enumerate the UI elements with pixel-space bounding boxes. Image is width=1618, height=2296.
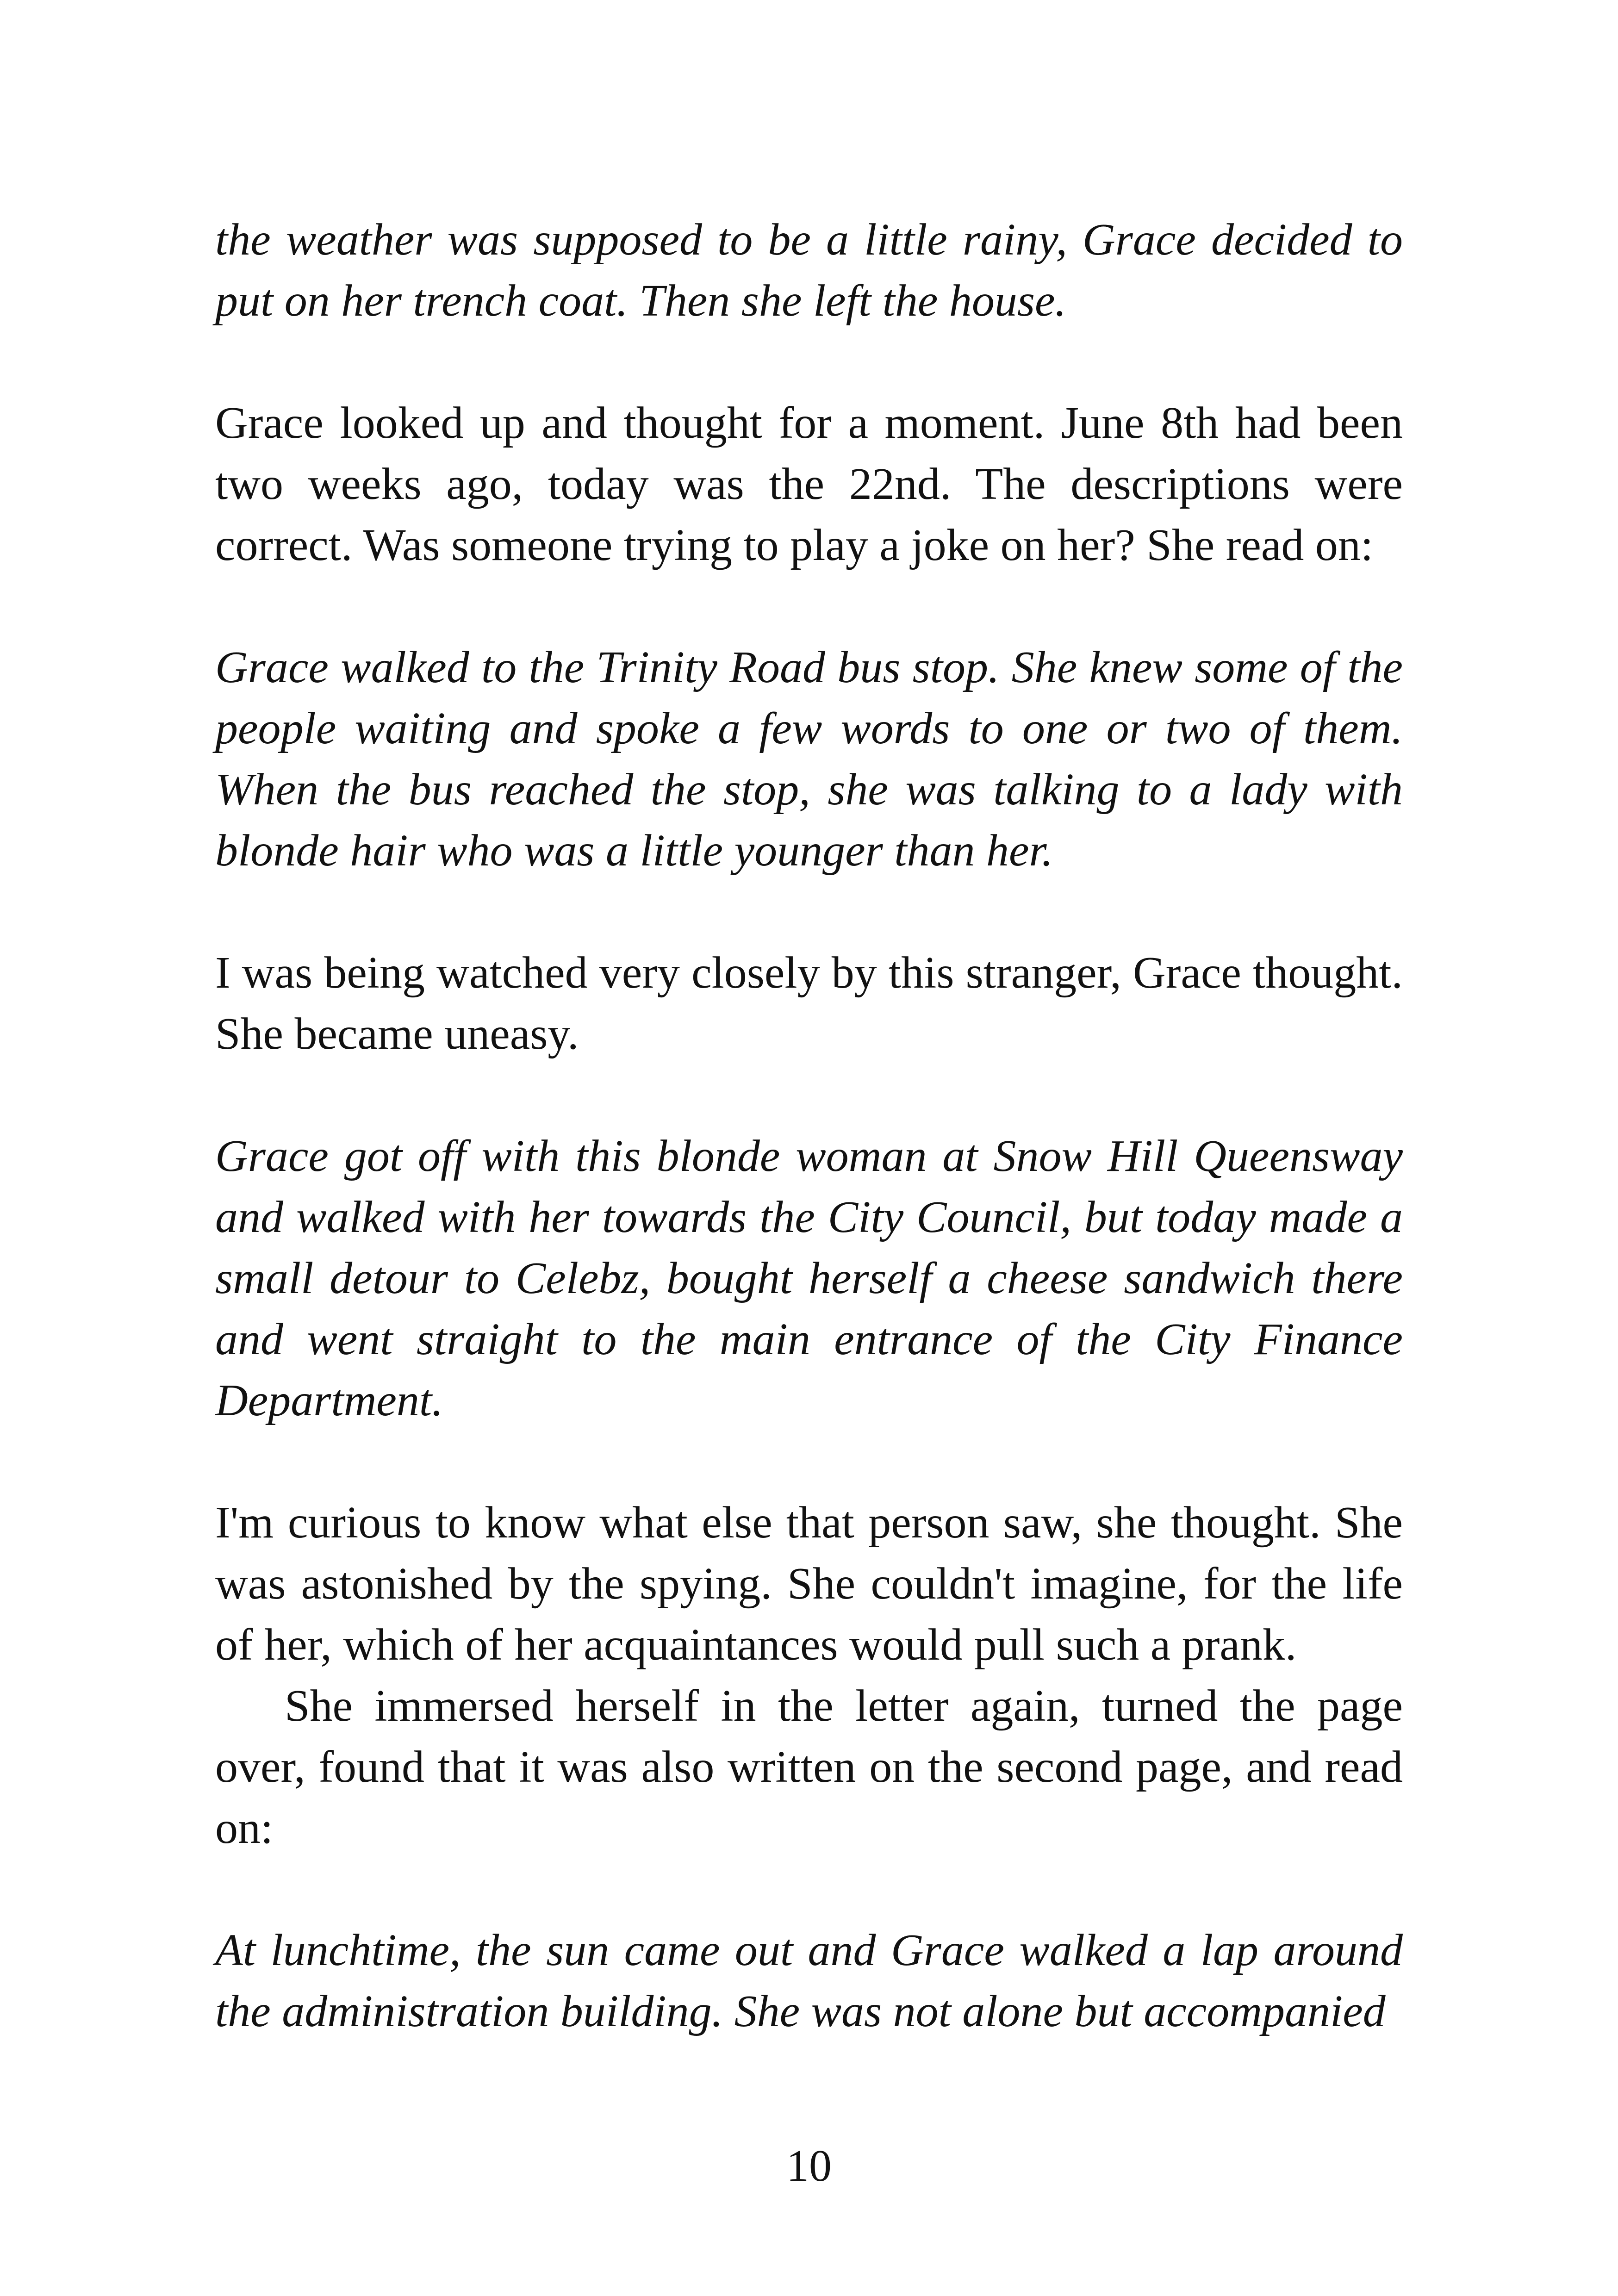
page-body (215, 209, 1403, 2042)
paragraph-italic-1: the weather was supposed to be a little rainy, Grace decided to put on her trench coat. Then she left the house. (215, 215, 1403, 326)
page-number: 10 (786, 2141, 832, 2191)
paragraph-3: I'm curious to know what else that person saw, she thought. She was astonished by the spying. She couldn't imagine, for the life of her, which of her acquaintances would pull such a prank. (215, 1498, 1403, 1670)
paragraph-italic-3: Grace got off with this blonde woman at Snow Hill Queensway and walked with her towards the City Council, but today made a small detour to Celebz, bought herself a cheese sandwich there and went straight to the main entrance of the City Finance Department. (215, 1131, 1403, 1425)
paragraph-italic-2: Grace walked to the Trinity Road bus stop. She knew some of the people waiting and spoke a few words to one or two of them. When the bus reached the stop, she was talking to a lady with blonde hair who was a little younger than her. (215, 642, 1403, 876)
paragraph-italic-4: At lunchtime, the sun came out and Grace walked a lap around the administration building. She was not alone but accompanied (215, 1925, 1403, 2036)
paragraph-4: She immersed herself in the letter again, turned the page over, found that it was also written on the second page, and read on: (215, 1681, 1403, 1853)
paragraph-2: I was being watched very closely by this stranger, Grace thought. She became uneasy. (215, 948, 1403, 1059)
paragraph-1: Grace looked up and thought for a moment. June 8th had been two weeks ago, today was the 22nd. The descriptions were correct. Was someone trying to play a joke on her? She read on: (215, 398, 1403, 570)
